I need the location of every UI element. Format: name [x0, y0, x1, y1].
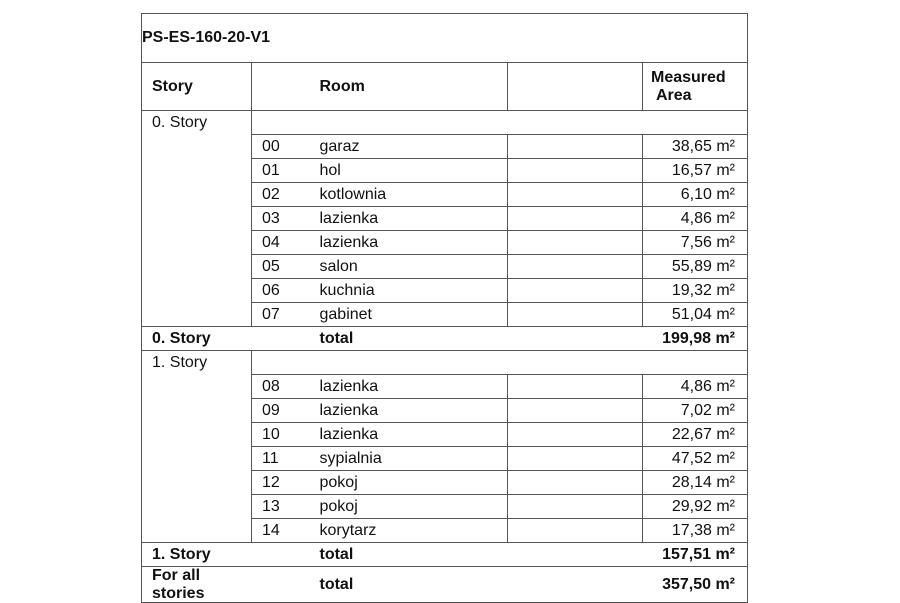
total-story-label: 0. Story — [142, 327, 252, 351]
room-area: 7,56 m² — [643, 231, 748, 255]
room-name: hol — [320, 159, 508, 183]
grand-total-blank — [508, 567, 643, 603]
room-name: kotlownia — [320, 183, 508, 207]
room-number: 14 — [252, 519, 320, 543]
room-number: 06 — [252, 279, 320, 303]
total-blank — [508, 543, 643, 567]
room-area: 19,32 m² — [643, 279, 748, 303]
room-area: 17,38 m² — [643, 519, 748, 543]
room-area: 4,86 m² — [643, 207, 748, 231]
room-blank — [508, 303, 643, 327]
room-name: lazienka — [320, 207, 508, 231]
room-number: 07 — [252, 303, 320, 327]
room-blank — [508, 207, 643, 231]
header-area-line1: Measured — [651, 68, 726, 86]
header-area-line2: Area — [656, 86, 692, 104]
room-blank — [508, 399, 643, 423]
title-row — [142, 14, 748, 63]
room-blank — [508, 375, 643, 399]
room-blank — [508, 471, 643, 495]
room-blank — [508, 135, 643, 159]
story-group-row — [142, 111, 748, 135]
room-number: 12 — [252, 471, 320, 495]
room-name: kuchnia — [320, 279, 508, 303]
room-area: 38,65 m² — [643, 135, 748, 159]
room-name: lazienka — [320, 231, 508, 255]
grand-total-word: total — [320, 567, 508, 603]
room-blank — [508, 495, 643, 519]
room-area: 4,86 m² — [643, 375, 748, 399]
room-name: korytarz — [320, 519, 508, 543]
grand-total-row — [142, 567, 748, 603]
room-area: 7,02 m² — [643, 399, 748, 423]
room-area: 51,04 m² — [643, 303, 748, 327]
room-blank — [508, 447, 643, 471]
story-spacer — [252, 111, 748, 135]
room-number: 09 — [252, 399, 320, 423]
header-room: Room — [320, 63, 508, 111]
total-story-label: 1. Story — [142, 543, 252, 567]
room-area: 47,52 m² — [643, 447, 748, 471]
room-name: lazienka — [320, 375, 508, 399]
room-name: sypialnia — [320, 447, 508, 471]
room-name: gabinet — [320, 303, 508, 327]
room-number: 05 — [252, 255, 320, 279]
story-total-row — [142, 327, 748, 351]
room-blank — [508, 519, 643, 543]
room-name: garaz — [320, 135, 508, 159]
room-number: 08 — [252, 375, 320, 399]
room-name: salon — [320, 255, 508, 279]
room-name: lazienka — [320, 423, 508, 447]
total-word: total — [320, 327, 508, 351]
room-number: 01 — [252, 159, 320, 183]
room-name: lazienka — [320, 399, 508, 423]
room-number: 13 — [252, 495, 320, 519]
room-number: 04 — [252, 231, 320, 255]
grand-total-label: For all stories — [142, 567, 252, 603]
grand-total-spacer — [252, 567, 320, 603]
grand-total-area: 357,50 m² — [643, 567, 748, 603]
total-blank — [508, 327, 643, 351]
room-blank — [508, 159, 643, 183]
header-blank — [508, 63, 643, 111]
room-number: 10 — [252, 423, 320, 447]
total-word: total — [320, 543, 508, 567]
header-row — [142, 63, 748, 111]
header-spacer — [252, 63, 320, 111]
story-spacer — [252, 351, 748, 375]
room-area: 16,57 m² — [643, 159, 748, 183]
room-area: 6,10 m² — [643, 183, 748, 207]
total-spacer — [252, 543, 320, 567]
area-table — [141, 13, 748, 603]
room-area: 22,67 m² — [643, 423, 748, 447]
room-blank — [508, 255, 643, 279]
story-label: 1. Story — [142, 351, 252, 543]
room-blank — [508, 231, 643, 255]
document-title: PS-ES-160-20-V1 — [142, 14, 748, 63]
room-number: 03 — [252, 207, 320, 231]
room-blank — [508, 423, 643, 447]
header-measured-area — [643, 63, 748, 111]
room-blank — [508, 279, 643, 303]
room-number: 00 — [252, 135, 320, 159]
story-group-row — [142, 351, 748, 375]
room-number: 02 — [252, 183, 320, 207]
room-number: 11 — [252, 447, 320, 471]
story-label: 0. Story — [142, 111, 252, 327]
room-area: 55,89 m² — [643, 255, 748, 279]
story-total-row — [142, 543, 748, 567]
total-spacer — [252, 327, 320, 351]
total-area: 199,98 m² — [643, 327, 748, 351]
room-area: 29,92 m² — [643, 495, 748, 519]
header-story: Story — [142, 63, 252, 111]
room-area: 28,14 m² — [643, 471, 748, 495]
total-area: 157,51 m² — [643, 543, 748, 567]
room-name: pokoj — [320, 495, 508, 519]
room-blank — [508, 183, 643, 207]
room-name: pokoj — [320, 471, 508, 495]
